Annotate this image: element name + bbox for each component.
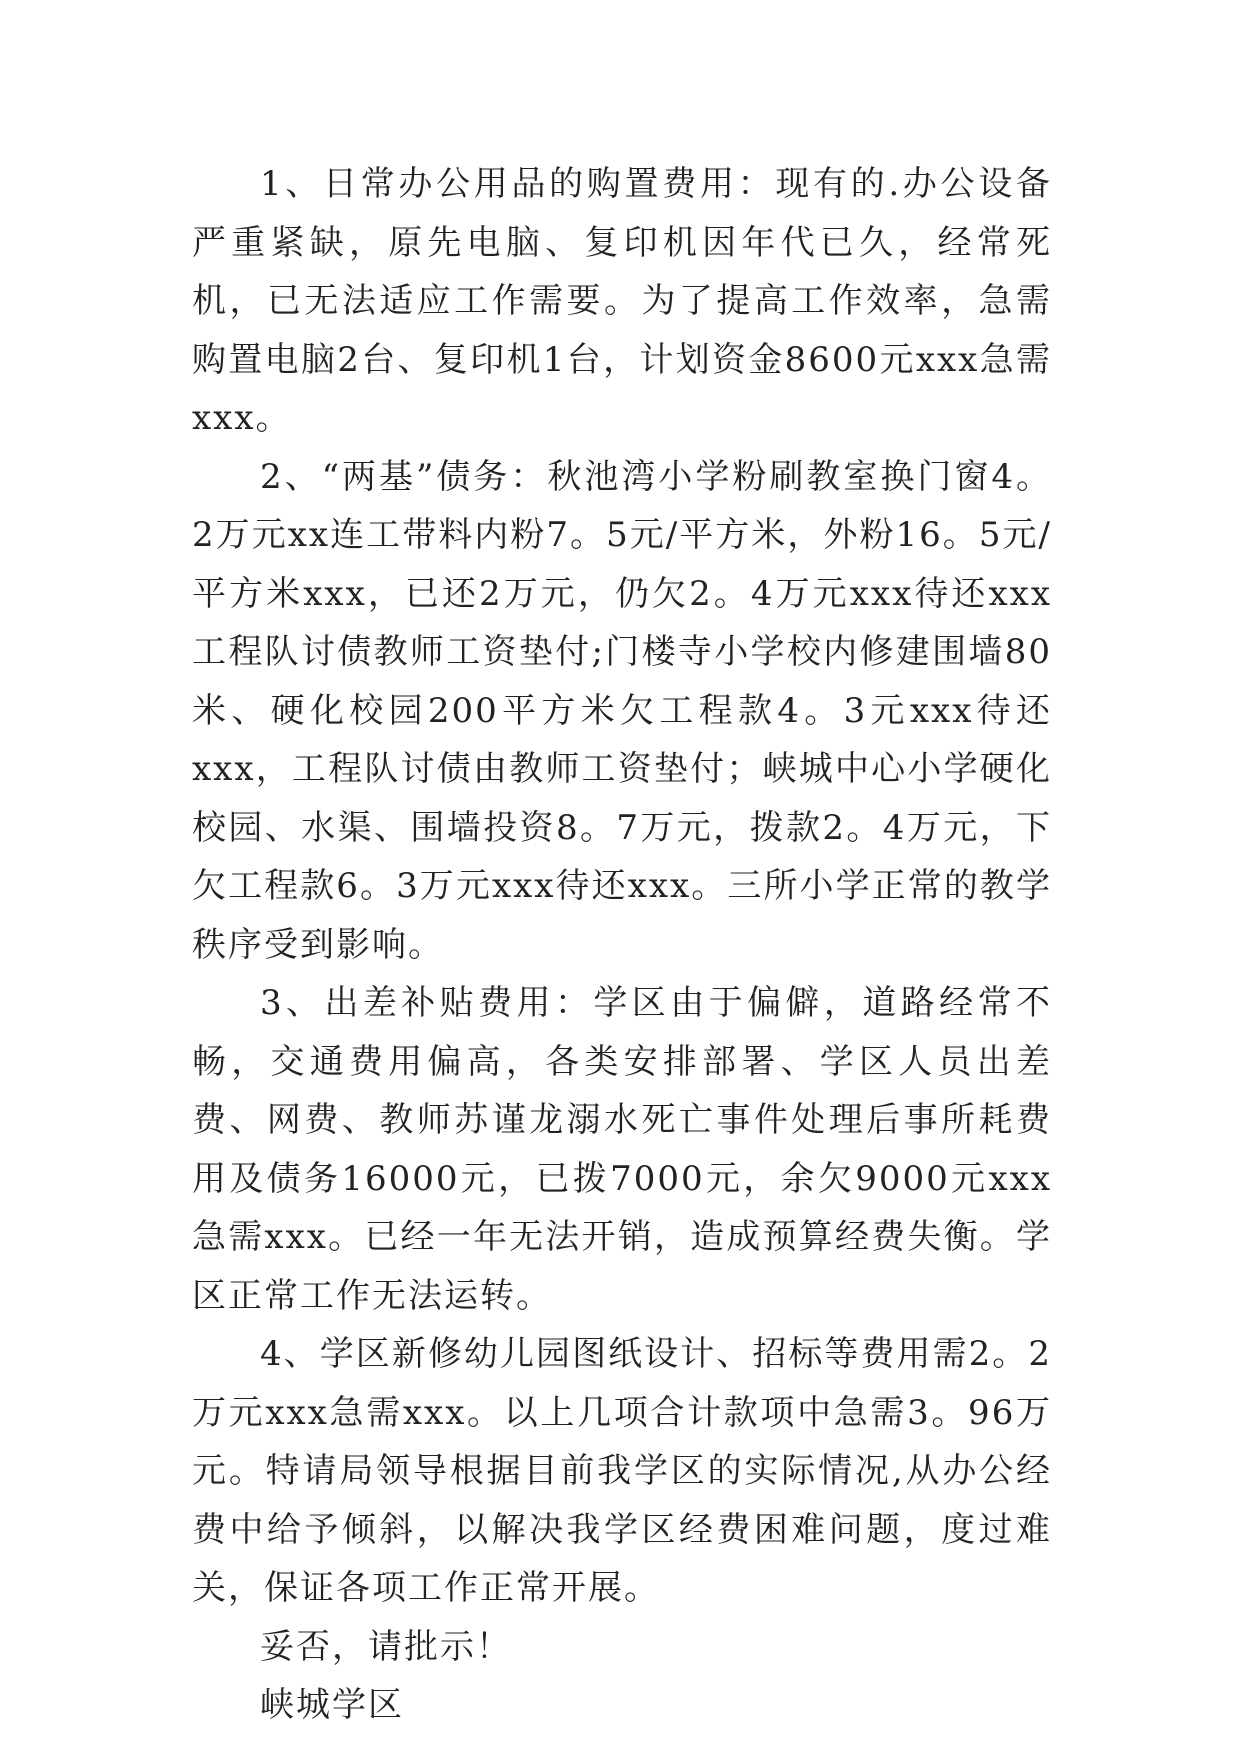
paragraph-liangji-debt: 2、“两基”债务：秋池湾小学粉刷教室换门窗4。2万元xx连工带料内粉7。5元/平方米，外粉16。5元/平方米xxx，已还2万元，仍欠2。4万元xxx待还xxx工程队讨债教师工资垫付;门楼寺小学校内修建围墙80米、硬化校园200平方米欠工程款4。3元xxx待还xxx，工程队讨债由教师工资垫付；峡城中心小学硬化校园、水渠、围墙投资8。7万元，拨款2。4万元，下欠工程款6。3万元xxx待还xxx。三所小学正常的教学秩序受到影响。: [192, 456, 1052, 965]
document-body: [192, 155, 1052, 1735]
paragraph-kindergarten-fees: 4、学区新修幼儿园图纸设计、招标等费用需2。2万元xxx急需xxx。以上几项合计款项中急需3。96万元。特请局领导根据目前我学区的实际情况,从办公经费中给予倾斜，以解决我学区经费困难问题，度过难关，保证各项工作正常开展。: [192, 1334, 1052, 1608]
paragraph-office-supplies: 1、日常办公用品的购置费用：现有的.办公设备严重紧缺，原先电脑、复印机因年代已久，经常死机，已无法适应工作需要。为了提高工作效率，急需购置电脑2台、复印机1台，计划资金8600元xxx急需xxx。: [192, 164, 1052, 438]
paragraph-travel-allowance: 3、出差补贴费用：学区由于偏僻，道路经常不畅，交通费用偏高，各类安排部署、学区人员出差费、网费、教师苏谨龙溺水死亡事件处理后事所耗费用及债务16000元，已拨7000元，余欠9000元xxx急需xxx。已经一年无法开销，造成预算经费失衡。学区正常工作无法运转。: [192, 983, 1052, 1316]
signature: 峡城学区: [260, 1685, 404, 1725]
closing-request: 妥否，请批示！: [260, 1626, 512, 1667]
